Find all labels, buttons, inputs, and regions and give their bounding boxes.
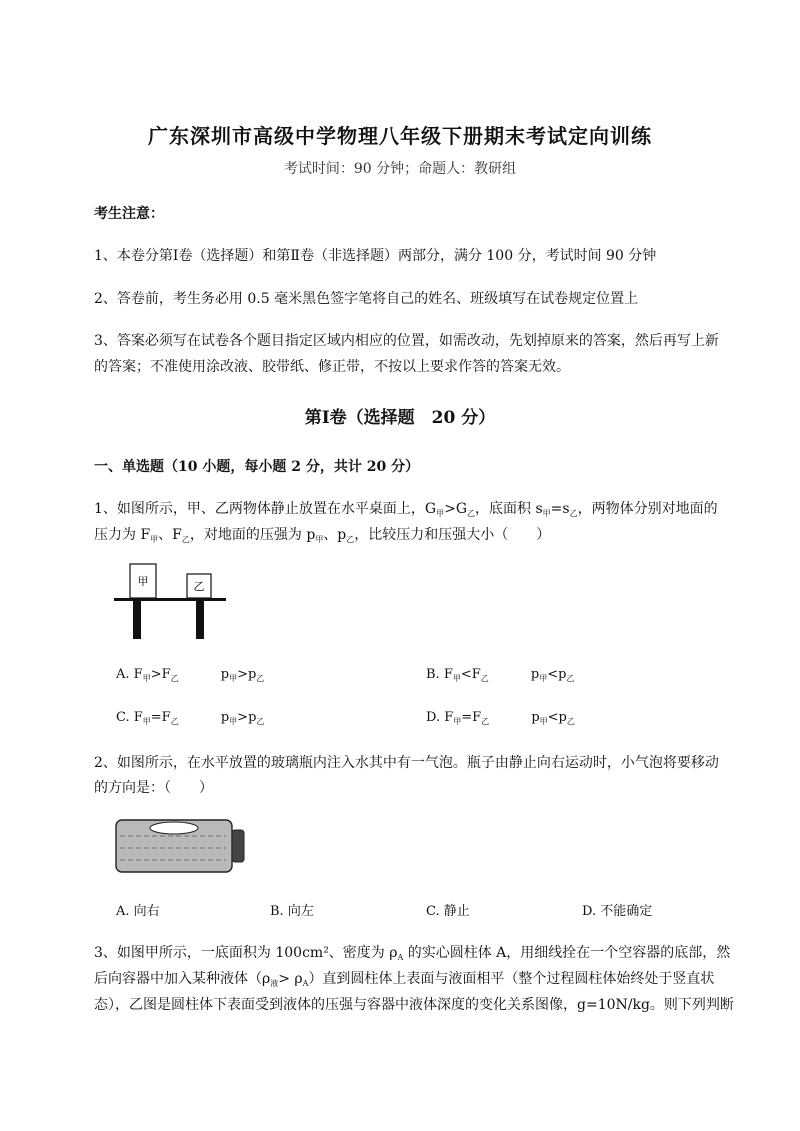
- q3-line3: 态），乙图是圆柱体下表面受到液体的压强与容器中液体深度的变化关系图像，g=10N/kg。则下列判断: [94, 997, 734, 1013]
- q3-line1: 3、如图甲所示，一底面积为 100cm²、密度为 $\rho_A$ 的实心圆柱体 A，用细线拴在一个空容器的底部，然: [94, 945, 731, 962]
- block-jia-label: 甲: [137, 575, 149, 588]
- q1-option-b[interactable]: B. $F_甲<F_乙$ $p_甲<p_乙$: [426, 667, 575, 683]
- exam-info: 考试时间：90 分钟；命题人：教研组: [283, 161, 517, 177]
- q1-option-c[interactable]: C. $F_甲=F_乙$ $p_甲>p_乙$: [116, 710, 265, 726]
- notice-item-1: 1、本卷分第Ⅰ卷（选择题）和第Ⅱ卷（非选择题）两部分，满分 100 分，考试时间 90 分钟: [94, 248, 657, 264]
- air-bubble: [150, 822, 198, 834]
- q2-option-c[interactable]: C. 静止: [426, 904, 470, 919]
- q2-option-d[interactable]: D. 不能确定: [582, 904, 653, 919]
- block-yi-label: 乙: [193, 580, 205, 593]
- page-title: 广东深圳市高级中学物理八年级下册期末考试定向训练: [148, 124, 652, 148]
- notice-item-3-cont: 的答案；不准使用涂改液、胶带纸、修正带，不按以上要求作答的答案无效。: [94, 359, 570, 375]
- q2-line2: 的方向是：（ ）: [94, 780, 213, 796]
- q1-line1: 1、如图所示，甲、乙两物体静止放置在水平桌面上，$G_甲>G_乙$，底面积 $s_甲=s_乙$，两物体分别对地面的: [94, 501, 718, 518]
- table-leg-right: [196, 601, 204, 639]
- q1-line2: 压力为 $F_甲$、$F_乙$，对地面的压强为 $p_甲$、$p_乙$，比较压力和压强大小（ ）: [94, 527, 551, 544]
- q1-option-a[interactable]: A. $F_甲>F_乙$ $p_甲>p_乙$: [116, 667, 265, 683]
- q2-option-a[interactable]: A. 向右: [116, 904, 160, 919]
- table-top: [114, 598, 226, 601]
- q2-line1: 2、如图所示，在水平放置的玻璃瓶内注入水其中有一气泡。瓶子由静止向右运动时，小气泡将要移动: [94, 755, 719, 771]
- section-title: 第Ⅰ卷（选择题 20 分）: [304, 408, 496, 428]
- bottle-neck: [232, 830, 244, 862]
- notice-heading: 考生注意：: [94, 206, 164, 222]
- part-heading: 一、单选题（10 小题，每小题 2 分，共计 20 分）: [94, 459, 420, 475]
- q2-bottle-figure: [114, 818, 248, 874]
- notice-item-3: 3、答案必须写在试卷各个题目指定区域内相应的位置，如需改动，先划掉原来的答案，然后再写上新: [94, 333, 719, 349]
- table-leg-left: [133, 601, 141, 639]
- q1-option-d[interactable]: D. $F_甲=F_乙$ $p_甲<p_乙$: [426, 710, 575, 726]
- q3-line2: 后向容器中加入某种液体$(\rho_液> \rho_A)$直到圆柱体上表面与液面相平（整个过程圆柱体始终处于竖直状: [94, 971, 715, 988]
- notice-item-2: 2、答卷前，考生务必用 0.5 毫米黑色签字笔将自己的姓名、班级填写在试卷规定位置上: [94, 291, 639, 307]
- q1-table-figure: [112, 562, 228, 642]
- q2-option-b[interactable]: B. 向左: [270, 904, 314, 919]
